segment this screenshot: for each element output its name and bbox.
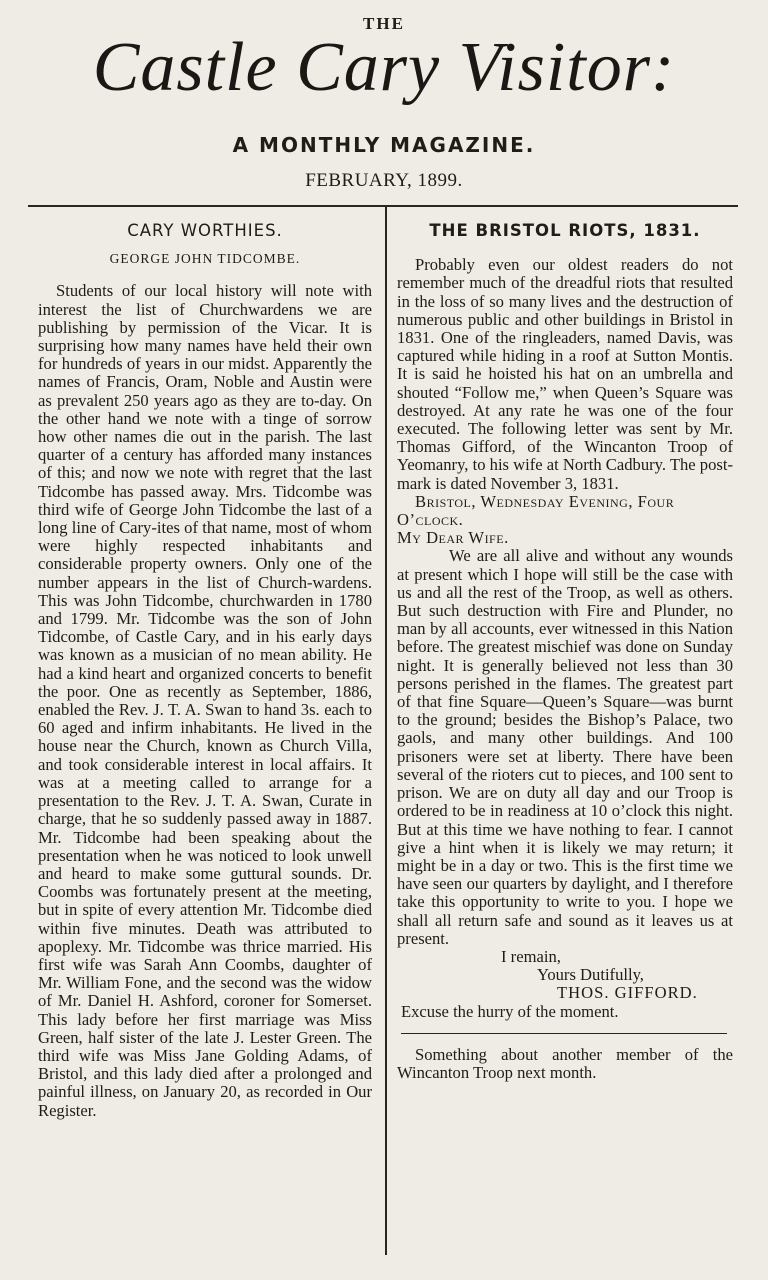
- letter-salutation: My Dear Wife.: [397, 528, 509, 548]
- letter-closing-remain: I remain,: [501, 946, 561, 966]
- left-column: [38, 214, 372, 1120]
- article-heading-cary-worthies: CARY WORTHIES.: [127, 221, 283, 240]
- letter-closing-dutifully: Yours Dutifully,: [537, 965, 644, 985]
- right-column: [397, 214, 733, 1083]
- column-divider: [385, 207, 387, 1255]
- letter-body: We are all alive and without any wounds at present which I hope will still be the case with us and all the rest of the Troop, as well as others. But such destruction with Fire and Plunder, no man by all accounts, ever witnessed in this Nation before. The greatest mischief was done on Sunday night. It is generally believed not less than 30 persons perished in the flames. The greatest part of that fine Square—Queen’s Square—was burnt to the ground; besides the Bishop’s Palace, two gaols, and many other buildings. And 100 prisoners were set at liberty. There have been several of the rioters cut to pieces, and 100 sent to prison. We are on duty all day and our Troop is ordered to be in readiness at 10 o’clock this night. But at this time we have nothing to fear. I cannot give a hint when it is likely we may return; it might be in a day or two. This is the first time we have seen our quarters by daylight, and I therefore take this opportunity to write to you. I hope we shall all return safe and sound as it leaves us at present.: [397, 546, 733, 948]
- footer-rule: [401, 1033, 727, 1035]
- magazine-subtitle: A MONTHLY MAGAZINE.: [232, 133, 536, 157]
- masthead-rule: [28, 205, 738, 207]
- magazine-title: Castle Cary Visitor:: [92, 29, 676, 106]
- article-heading-bristol-riots: THE BRISTOL RIOTS, 1831.: [429, 221, 701, 240]
- letter-dateline: Bristol, Wednesday Evening, Four O’clock.: [397, 491, 675, 530]
- issue-date: FEBRUARY, 1899.: [305, 170, 463, 191]
- article-subheading: GEORGE JOHN TIDCOMBE.: [109, 251, 301, 267]
- masthead-the: THE: [363, 14, 405, 33]
- article-intro: Probably even our oldest readers do not remember much of the dreadful riots that resulted in the loss of so many lives and the destruction of numerous public and other buildings in Bristol in 1831. One of the ringleaders, named Davis, was captured while hiding in a roof at Sutton Montis. It is said he hoisted his hat on an umbrella and shouted “Follow me,” when Queen’s Square was destroyed. At any rate he was one of the four executed. The following letter was sent by Mr. Thomas Gifford, of the Wincanton Troop of Yeomanry, to his wife at North Cadbury. The post-mark is dated November 3, 1831.: [397, 255, 733, 493]
- letter-signature: THOS. GIFFORD.: [557, 983, 698, 1003]
- next-month-note: Something about another member of the Wincanton Troop next month.: [397, 1045, 733, 1083]
- letter-postscript: Excuse the hurry of the moment.: [401, 1001, 619, 1021]
- article-body-tidcombe: Students of our local history will note with interest the list of Churchwardens we are publishing by permission of the Vicar. It is surprising how many names have held their own for hundreds of years in our midst. Apparently the names of Francis, Oram, Noble and Austin were as prevalent 250 years ago as they are to-day. On the other hand we note with a tinge of sorrow how other names die out in the parish. The last quarter of a century has afforded many instances of this; and now we note with regret that the last Tidcombe has passed away. Mrs. Tidcombe was third wife of George John Tidcombe the last of a long line of Cary-ites of that name, most of whom were highly respected inhabitants and considerable property owners. Only one of the number appears in the list of Church-wardens. This was John Tidcombe, churchwarden in 1780 and 1799. Mr. Tidcombe was the son of John Tidcombe, of Castle Cary, and in his early days was known as a musician of no mean ability. He had a kind heart and organized concerts to benefit the poor. One as recently as September, 1886, enabled the Rev. J. T. A. Swan to hand 3s. each to 60 aged and infirm inhabitants. He lived in the house near the Church, known as Church Villa, and took considerable interest in local affairs. It was at a meeting called to arrange for a presentation to the Rev. J. T. A. Swan, Curate in charge, that he so suddenly passed away in 1887. Mr. Tidcombe had been speaking about the presentation when he was noticed to look unwell and heard to make some guttural sounds. Dr. Coombs was fortunately present at the meeting, but in spite of every attention Mr. Tidcombe died within five minutes. Death was attributed to apoplexy. Mr. Tidcombe was thrice married. His first wife was Sarah Ann Coombs, daughter of Mr. William Fone, and the second was the widow of Mr. Daniel H. Ashford, coroner for Somerset. This lady before her first marriage was Miss Green, half sister of the late J. Lester Green. The third wife was Miss Jane Golding Adams, of Bristol, and this lady died after a prolonged and painful illness, on January 20, as recorded in Our Register.: [38, 281, 372, 1120]
